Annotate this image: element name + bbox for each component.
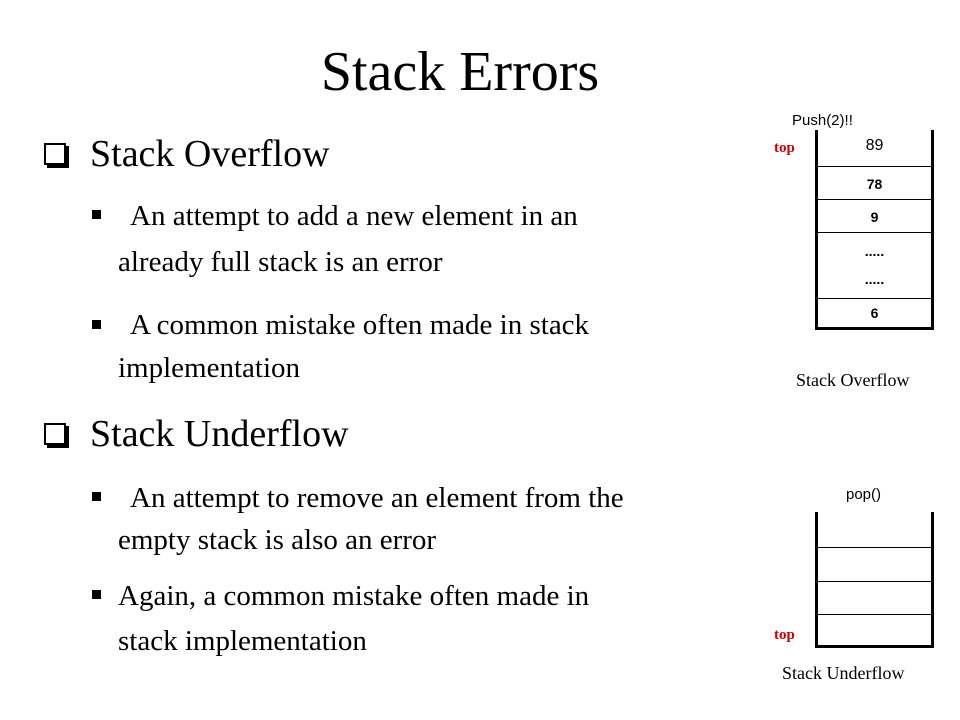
slide-title: Stack Errors [320, 41, 600, 103]
stack-cell-divider [818, 199, 931, 200]
push-operation-label: Push(2)!! [792, 112, 853, 129]
stack-cell-divider [818, 581, 931, 582]
square-bullet-icon [92, 210, 101, 219]
stack-cell-divider [818, 298, 931, 299]
stack-cell-divider [818, 614, 931, 615]
square-bullet-icon [92, 492, 101, 501]
overflow-caption: Stack Overflow [796, 370, 910, 390]
overflow-heading: Stack Overflow [90, 133, 330, 175]
overflow-bullet-1-line-1: An attempt to add a new element in an [130, 200, 578, 232]
square-bullet-icon [92, 590, 101, 599]
overflow-bullet-2-line-1: A common mistake often made in stack [130, 309, 590, 341]
stack-cell-value: 78 [866, 176, 883, 192]
stack-cell-divider [818, 232, 931, 233]
stack-cell-value: 6 [870, 305, 879, 321]
stack-cell-value: ..... [864, 271, 885, 287]
underflow-bullet-1-line-1: An attempt to remove an element from the [130, 482, 624, 514]
stack-base [815, 645, 934, 648]
overflow-bullet-2-line-2: implementation [118, 352, 301, 384]
underflow-top-label: top [774, 627, 795, 643]
stack-left-wall [815, 130, 818, 330]
underflow-bullet-1-line-2: empty stack is also an error [118, 524, 437, 556]
underflow-heading: Stack Underflow [90, 413, 349, 455]
underflow-caption: Stack Underflow [782, 663, 905, 683]
stack-cell-value: 89 [865, 137, 884, 154]
stack-cell-value: ..... [864, 243, 885, 259]
checkbox-bullet-icon [44, 143, 66, 165]
pop-operation-label: pop() [846, 486, 882, 503]
underflow-bullet-2-line-1: Again, a common mistake often made in [118, 580, 590, 612]
stack-left-wall [815, 512, 818, 648]
underflow-bullet-2-line-2: stack implementation [118, 625, 367, 657]
square-bullet-icon [92, 320, 101, 329]
overflow-top-label: top [774, 140, 795, 156]
stack-cell-value: 9 [870, 209, 879, 225]
overflow-bullet-1-line-2: already full stack is an error [118, 246, 443, 278]
stack-right-wall [931, 512, 934, 648]
stack-right-wall [931, 130, 934, 330]
stack-base [815, 327, 934, 330]
checkbox-bullet-icon [44, 423, 66, 445]
stack-cell-divider [818, 547, 931, 548]
stack-cell-divider [818, 166, 931, 167]
